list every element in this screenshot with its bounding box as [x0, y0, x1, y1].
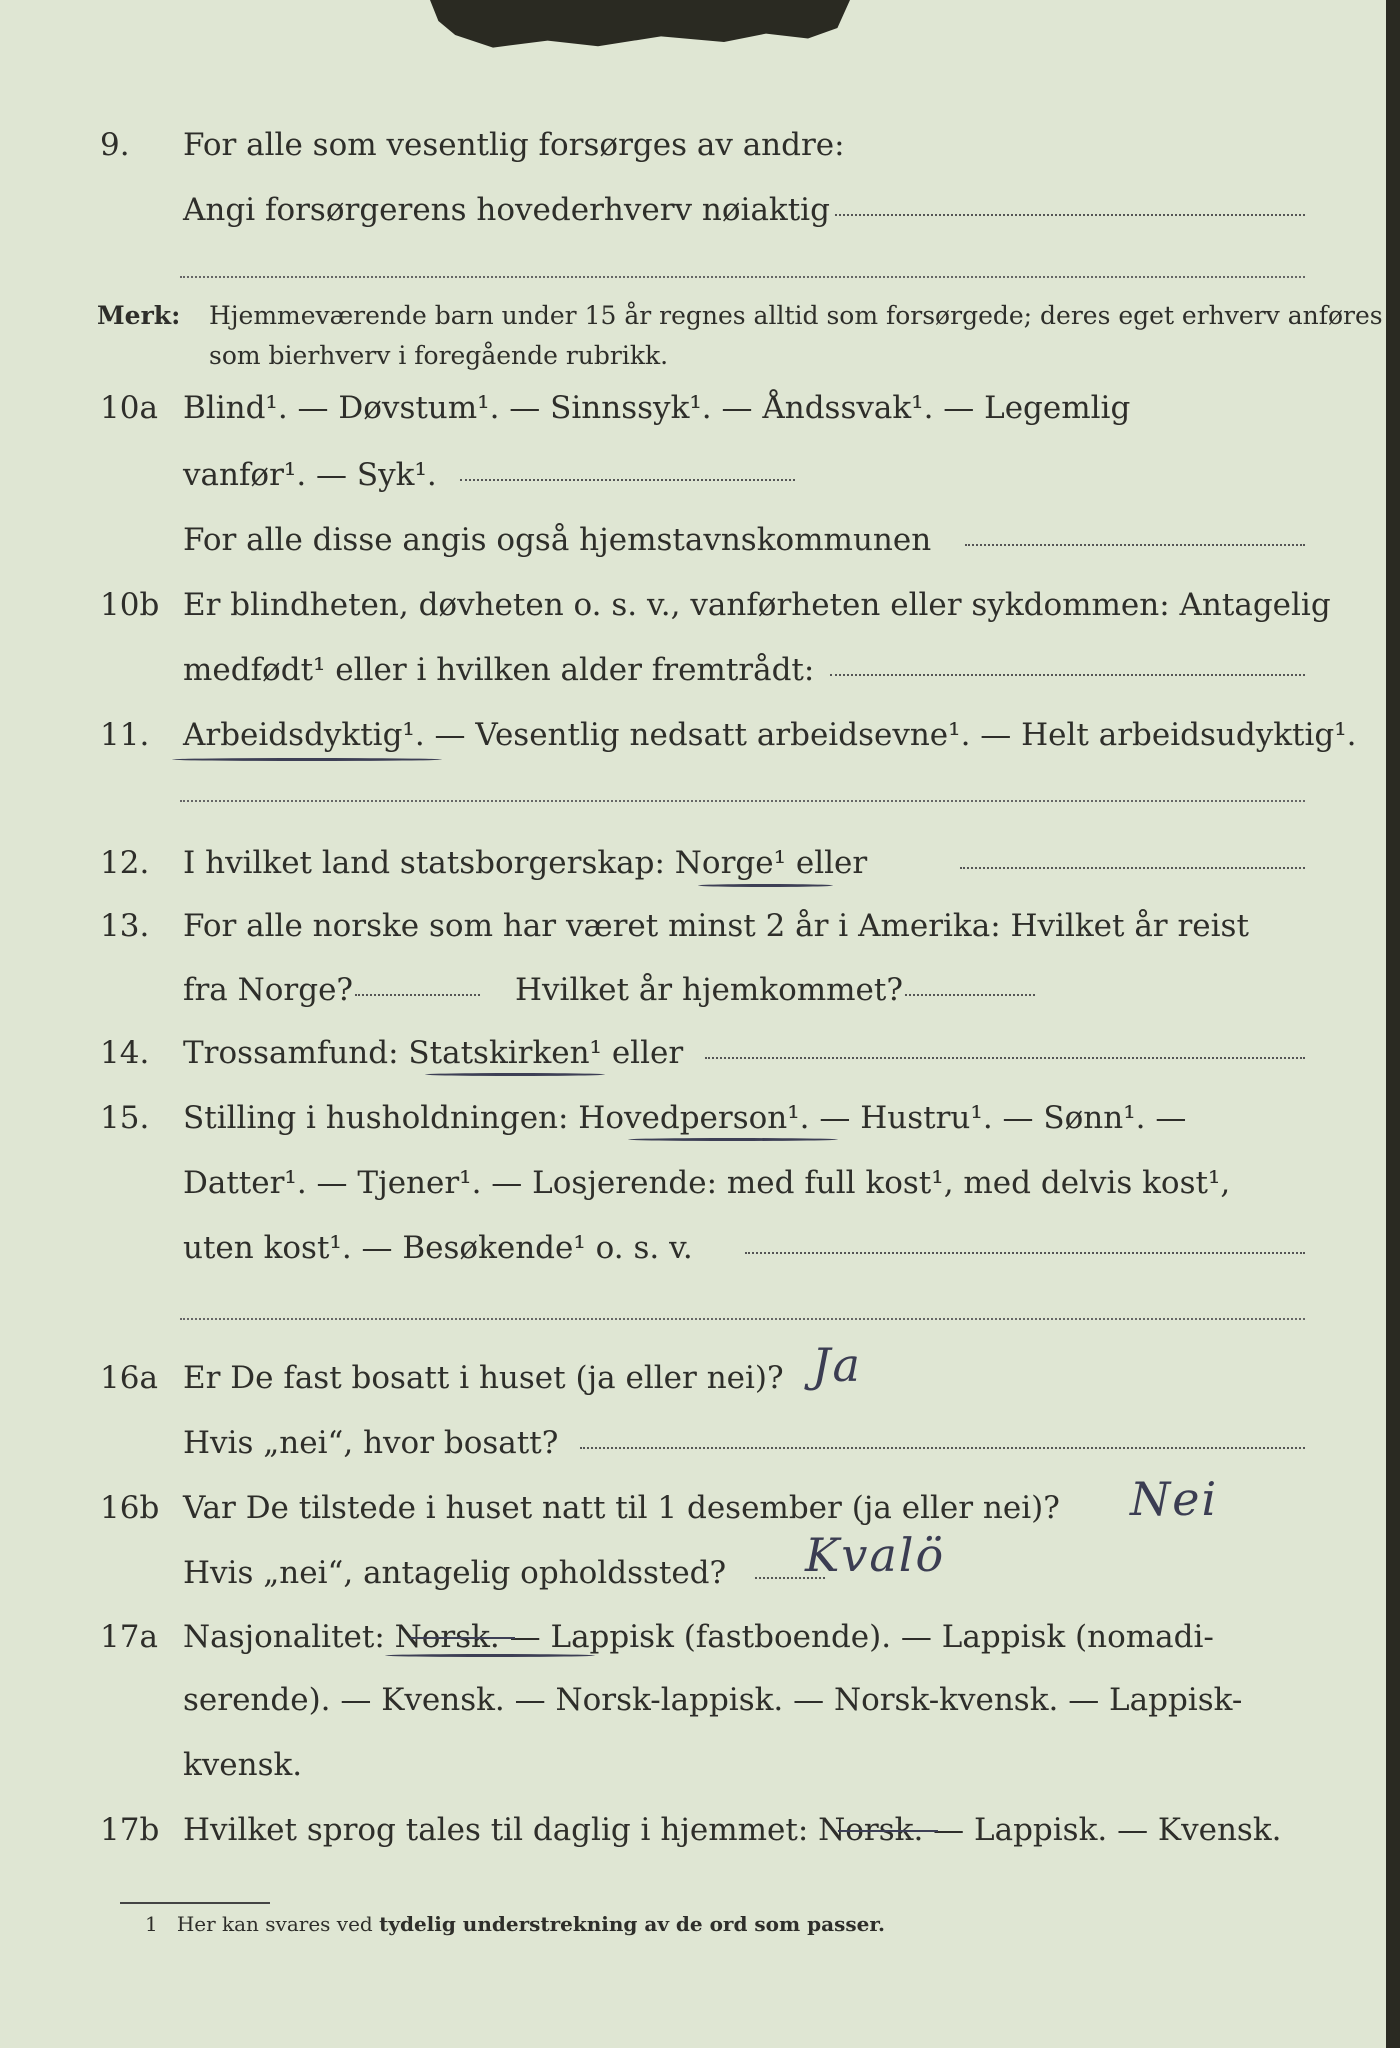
question-17a-line-3	[0, 1745, 1386, 1805]
question-text: Arbeidsdyktig¹. — Vesentlig nedsatt arbeidsevne¹. — Helt arbeidsudyktig¹.	[183, 717, 1357, 753]
handwritten-underline	[385, 1654, 595, 1657]
answer-line[interactable]	[830, 674, 1305, 676]
footnote-text-bold: tydelig understrekning av de ord som passer.	[379, 1912, 885, 1936]
question-10b	[0, 585, 1386, 645]
question-text: Trossamfund: Statskirken¹ eller	[183, 1035, 684, 1071]
question-text: I hvilket land statsborgerskap: Norge¹ eller	[183, 845, 868, 881]
question-text: Angi forsørgerens hovederhverv nøiaktig	[183, 192, 830, 228]
question-text: Er blindheten, døvheten o. s. v., vanførheten eller sykdommen: Antagelig	[183, 587, 1331, 623]
question-13	[0, 906, 1386, 966]
note-text: Hjemmeværende barn under 15 år regnes alltid som forsørgede; deres eget erhverv anføres som bierhverv i foregående rubrikk.	[209, 301, 1383, 370]
question-number: 15.	[100, 1100, 150, 1136]
question-number: 11.	[100, 717, 150, 753]
answer-line[interactable]	[580, 1447, 1305, 1449]
answer-line[interactable]	[965, 544, 1305, 546]
question-number: 14.	[100, 1035, 150, 1071]
question-text: Hvis „nei“, antagelig opholdssted?	[183, 1555, 727, 1591]
footnote	[145, 1912, 885, 1936]
question-text: Hvis „nei“, hvor bosatt?	[183, 1425, 559, 1461]
question-10a-line-2	[0, 455, 1386, 515]
answer-line[interactable]	[835, 214, 1305, 216]
handwritten-answer-16b-place: Kvalö	[805, 1528, 946, 1582]
question-15-line-2	[0, 1163, 1386, 1223]
question-number: 16a	[100, 1360, 158, 1396]
handwritten-underline	[628, 1138, 838, 1141]
answer-line[interactable]	[460, 479, 795, 481]
answer-line[interactable]	[905, 994, 1035, 996]
question-12	[0, 843, 1386, 903]
question-text: kvensk.	[183, 1747, 303, 1783]
question-text: Hvilket sprog tales til daglig i hjemmet: Norsk. — Lappisk. — Kvensk.	[183, 1812, 1282, 1848]
question-16b-line-2	[0, 1553, 1386, 1613]
question-9	[0, 125, 1386, 185]
question-number: 12.	[100, 845, 150, 881]
question-text: For alle disse angis også hjemstavnskommunen	[183, 522, 932, 558]
question-13-line-2	[0, 970, 1386, 1030]
question-text: Stilling i husholdningen: Hovedperson¹. — Hustru¹. — Sønn¹. —	[183, 1100, 1187, 1136]
question-10a	[0, 388, 1386, 448]
question-number: 10b	[100, 587, 160, 623]
answer-line[interactable]	[180, 800, 1305, 802]
answer-line[interactable]	[180, 1318, 1305, 1320]
question-text: For alle som vesentlig forsørges av andre:	[183, 127, 845, 163]
question-17b	[0, 1810, 1386, 1870]
question-number: 17a	[100, 1619, 158, 1655]
strike-through	[410, 1637, 515, 1639]
footnote-mark: 1	[145, 1912, 158, 1936]
question-number: 10a	[100, 390, 158, 426]
question-text: fra Norge?	[183, 972, 354, 1008]
question-9-line-2	[0, 190, 1386, 250]
question-text: Nasjonalitet: Norsk. — Lappisk (fastboende). — Lappisk (nomadi-	[183, 1619, 1214, 1655]
question-14	[0, 1033, 1386, 1093]
question-text: serende). — Kvensk. — Norsk-lappisk. — Norsk-kvensk. — Lappisk-	[183, 1682, 1243, 1718]
handwritten-answer-16a: Ja	[812, 1338, 862, 1392]
question-15-line-3	[0, 1228, 1386, 1288]
question-17a-line-2	[0, 1680, 1386, 1740]
footnote-text: Her kan svares ved	[176, 1912, 380, 1936]
handwritten-underline	[172, 758, 442, 761]
answer-line[interactable]	[745, 1252, 1305, 1254]
handwritten-underline	[425, 1073, 605, 1076]
question-text: Hvilket år hjemkommet?	[515, 972, 903, 1008]
question-10a-line-3	[0, 520, 1386, 580]
question-number: 13.	[100, 908, 150, 944]
question-text: For alle norske som har været minst 2 år i Amerika: Hvilket år reist	[183, 908, 1249, 944]
answer-line[interactable]	[180, 276, 1305, 278]
question-11	[0, 715, 1386, 775]
question-number: 16b	[100, 1490, 160, 1526]
question-text: Blind¹. — Døvstum¹. — Sinnssyk¹. — Åndssvak¹. — Legemlig	[183, 390, 1131, 426]
answer-line[interactable]	[355, 994, 480, 996]
torn-edge	[430, 0, 850, 70]
question-text: uten kost¹. — Besøkende¹ o. s. v.	[183, 1230, 693, 1266]
question-number: 9.	[100, 127, 130, 163]
question-17a	[0, 1617, 1386, 1677]
question-text: medfødt¹ eller i hvilken alder fremtrådt:	[183, 652, 815, 688]
question-16a	[0, 1358, 1386, 1418]
answer-line[interactable]	[960, 867, 1305, 869]
question-15	[0, 1098, 1386, 1158]
handwritten-answer-16b: Nei	[1130, 1472, 1219, 1526]
handwritten-underline	[698, 884, 833, 887]
question-text: Var De tilstede i huset natt til 1 desember (ja eller nei)?	[183, 1490, 1060, 1526]
question-10b-line-2	[0, 650, 1386, 710]
answer-line[interactable]	[705, 1057, 1305, 1059]
question-number: 17b	[100, 1812, 160, 1848]
question-text: Datter¹. — Tjener¹. — Losjerende: med full kost¹, med delvis kost¹,	[183, 1165, 1231, 1201]
question-text: vanfør¹. — Syk¹.	[183, 457, 437, 493]
question-text: Er De fast bosatt i huset (ja eller nei)?	[183, 1360, 784, 1396]
strike-through	[838, 1830, 938, 1832]
footnote-separator	[120, 1902, 270, 1904]
note-label: Merk:	[97, 301, 181, 330]
